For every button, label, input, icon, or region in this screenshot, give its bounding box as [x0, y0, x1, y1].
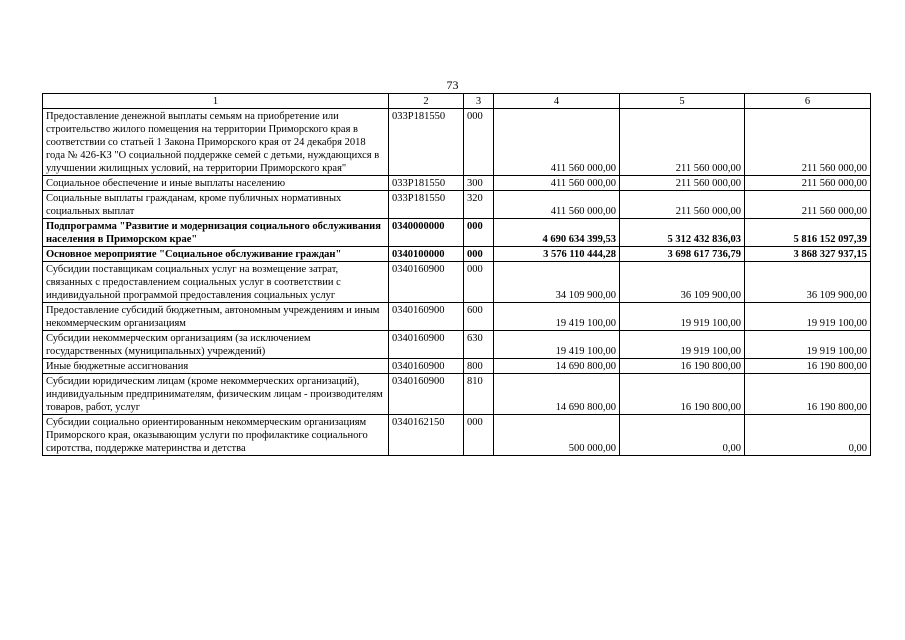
- row-amount-2020-cell: 19 919 100,00: [620, 331, 745, 359]
- row-amount-2020-cell: 211 560 000,00: [620, 191, 745, 219]
- row-amount-2021-cell: 5 816 152 097,39: [745, 219, 871, 247]
- header-cell: 6: [745, 94, 871, 109]
- row-amount-2021-cell: 211 560 000,00: [745, 109, 871, 176]
- table-row: [43, 374, 871, 415]
- header-cell: 4: [494, 94, 620, 109]
- row-name-cell: Субсидии поставщикам социальных услуг на возмещение затрат, связанных с предоставлением социальных услуг в соответствии с индивидуальной программой предоставления социальных услуг: [43, 262, 389, 303]
- row-name-cell: Субсидии социально ориентированным некоммерческим организациям Приморского края, оказывающим услуги по профилактике социального сиротства, поддержке материнства и детства: [43, 415, 389, 456]
- row-code-cell: 0340160900: [389, 374, 464, 415]
- row-amount-2020-cell: 3 698 617 736,79: [620, 247, 745, 262]
- row-code-cell: 0340160900: [389, 303, 464, 331]
- row-vr-cell: 600: [464, 303, 494, 331]
- row-amount-2021-cell: 36 109 900,00: [745, 262, 871, 303]
- header-cell: 5: [620, 94, 745, 109]
- table-row: [43, 191, 871, 219]
- page-number: 73: [446, 78, 459, 92]
- row-amount-2020-cell: 211 560 000,00: [620, 176, 745, 191]
- row-code-cell: 033P181550: [389, 191, 464, 219]
- row-vr-cell: 000: [464, 415, 494, 456]
- row-name-cell: Субсидии некоммерческим организациям (за исключением государственных (муниципальных) учреждений): [43, 331, 389, 359]
- header-cell: 3: [464, 94, 494, 109]
- row-vr-cell: 300: [464, 176, 494, 191]
- row-amount-2019-cell: 4 690 634 399,53: [494, 219, 620, 247]
- table-row: [43, 109, 871, 176]
- row-amount-2019-cell: 14 690 800,00: [494, 359, 620, 374]
- row-amount-2021-cell: 3 868 327 937,15: [745, 247, 871, 262]
- row-amount-2019-cell: 411 560 000,00: [494, 191, 620, 219]
- row-amount-2020-cell: 16 190 800,00: [620, 359, 745, 374]
- row-amount-2020-cell: 5 312 432 836,03: [620, 219, 745, 247]
- budget-table: [42, 93, 871, 456]
- row-amount-2020-cell: 16 190 800,00: [620, 374, 745, 415]
- row-amount-2021-cell: 19 919 100,00: [745, 303, 871, 331]
- row-code-cell: 033P181550: [389, 109, 464, 176]
- row-amount-2019-cell: 19 419 100,00: [494, 303, 620, 331]
- row-vr-cell: 630: [464, 331, 494, 359]
- table-row: [43, 303, 871, 331]
- table-row: [43, 262, 871, 303]
- row-amount-2019-cell: 19 419 100,00: [494, 331, 620, 359]
- row-vr-cell: 320: [464, 191, 494, 219]
- row-name-cell: Подпрограмма "Развитие и модернизация социального обслуживания населения в Приморском крае": [43, 219, 389, 247]
- row-code-cell: 0340000000: [389, 219, 464, 247]
- row-name-cell: Социальное обеспечение и иные выплаты населению: [43, 176, 389, 191]
- row-amount-2021-cell: 16 190 800,00: [745, 359, 871, 374]
- row-vr-cell: 800: [464, 359, 494, 374]
- row-code-cell: 0340160900: [389, 359, 464, 374]
- row-name-cell: Социальные выплаты гражданам, кроме публичных нормативных социальных выплат: [43, 191, 389, 219]
- table-row: [43, 247, 871, 262]
- row-amount-2021-cell: 211 560 000,00: [745, 191, 871, 219]
- row-amount-2020-cell: 211 560 000,00: [620, 109, 745, 176]
- row-amount-2021-cell: 19 919 100,00: [745, 331, 871, 359]
- row-vr-cell: 000: [464, 109, 494, 176]
- row-amount-2021-cell: 211 560 000,00: [745, 176, 871, 191]
- header-row: [43, 94, 871, 109]
- row-code-cell: 0340100000: [389, 247, 464, 262]
- row-name-cell: Основное мероприятие "Социальное обслуживание граждан": [43, 247, 389, 262]
- row-vr-cell: 000: [464, 219, 494, 247]
- row-code-cell: 033P181550: [389, 176, 464, 191]
- table-row: [43, 219, 871, 247]
- row-amount-2019-cell: 411 560 000,00: [494, 176, 620, 191]
- table-row: [43, 415, 871, 456]
- table-row: [43, 331, 871, 359]
- row-amount-2021-cell: 0,00: [745, 415, 871, 456]
- header-cell: 1: [43, 94, 389, 109]
- row-name-cell: Предоставление субсидий бюджетным, автономным учреждениям и иным некоммерческим организациям: [43, 303, 389, 331]
- row-amount-2020-cell: 0,00: [620, 415, 745, 456]
- header-cell: 2: [389, 94, 464, 109]
- row-amount-2019-cell: 411 560 000,00: [494, 109, 620, 176]
- row-amount-2019-cell: 34 109 900,00: [494, 262, 620, 303]
- row-vr-cell: 000: [464, 247, 494, 262]
- row-name-cell: Предоставление денежной выплаты семьям на приобретение или строительство жилого помещения на территории Приморского края в соответствии со статьей 1 Закона Приморского края от 24 декабря 2018 года № 426-КЗ "О социальной поддержке семей с детьми, нуждающихся в улучшении жилищных условий, на территории Приморского края": [43, 109, 389, 176]
- row-name-cell: Субсидии юридическим лицам (кроме некоммерческих организаций), индивидуальным предпринимателям, физическим лицам - производителям товаров, работ, услуг: [43, 374, 389, 415]
- row-code-cell: 0340160900: [389, 262, 464, 303]
- row-amount-2020-cell: 19 919 100,00: [620, 303, 745, 331]
- row-vr-cell: 810: [464, 374, 494, 415]
- row-amount-2020-cell: 36 109 900,00: [620, 262, 745, 303]
- row-amount-2019-cell: 500 000,00: [494, 415, 620, 456]
- table-row: [43, 359, 871, 374]
- row-amount-2021-cell: 16 190 800,00: [745, 374, 871, 415]
- row-code-cell: 0340160900: [389, 331, 464, 359]
- table-row: [43, 176, 871, 191]
- row-amount-2019-cell: 3 576 110 444,28: [494, 247, 620, 262]
- row-vr-cell: 000: [464, 262, 494, 303]
- row-name-cell: Иные бюджетные ассигнования: [43, 359, 389, 374]
- row-code-cell: 0340162150: [389, 415, 464, 456]
- row-amount-2019-cell: 14 690 800,00: [494, 374, 620, 415]
